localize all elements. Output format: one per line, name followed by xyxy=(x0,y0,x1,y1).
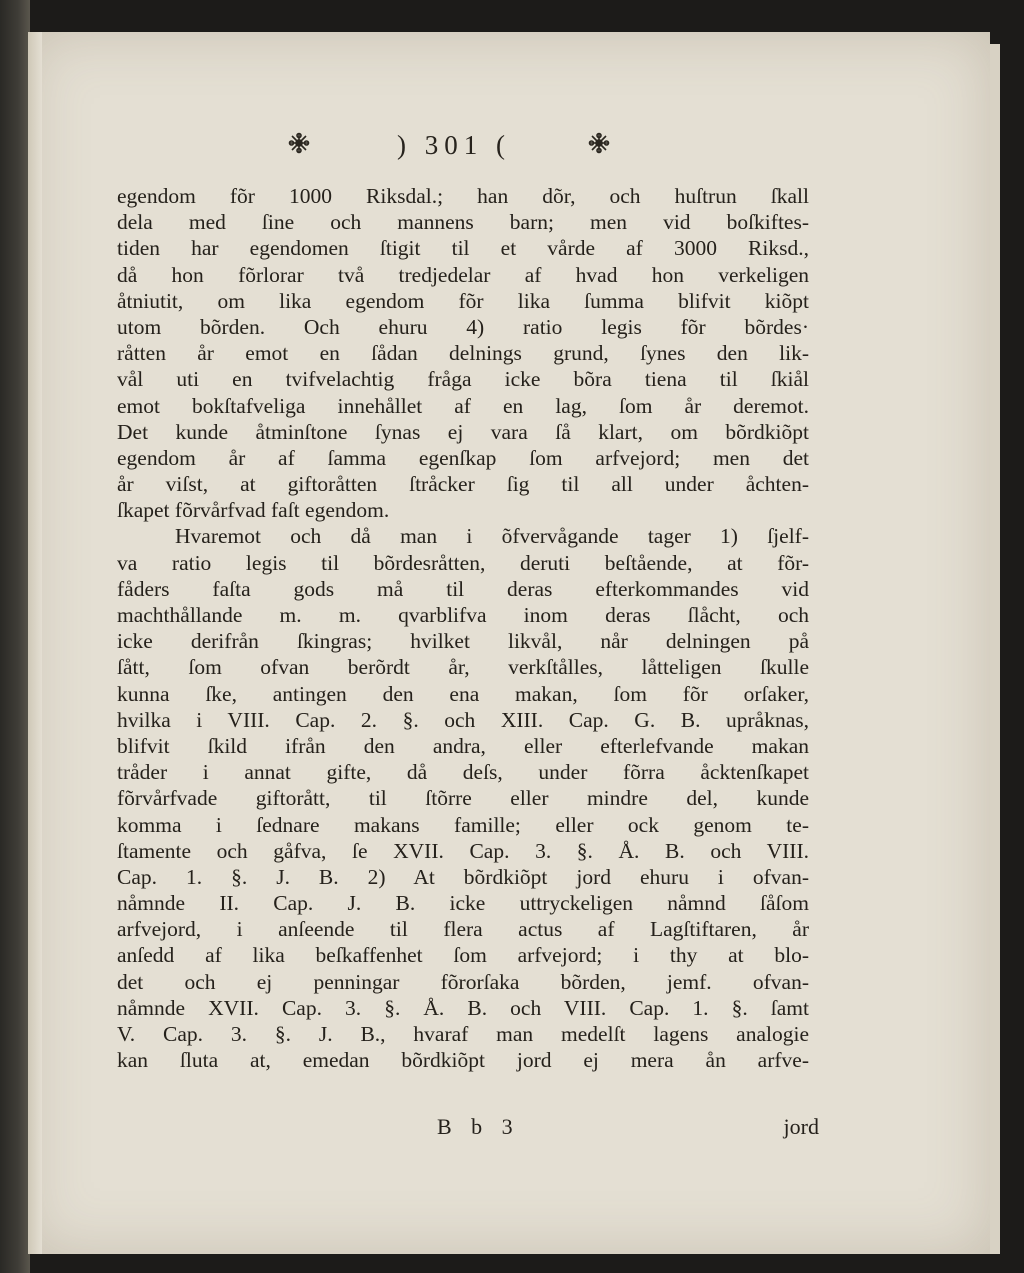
text-line: anſedd af lika beſkaffenhet ſom arfvejord; i thy at blo- xyxy=(117,943,809,968)
text-line: nåmnde II. Cap. J. B. icke uttryckeligen nåmnd ſåſom xyxy=(117,891,809,916)
page-edge xyxy=(990,44,1000,1254)
text-line: Hvaremot och då man i õfvervågande tager 1) ſjelf- xyxy=(175,524,809,549)
text-line: åtniutit, om lika egendom fõr lika ſumma blifvit kiõpt xyxy=(117,288,809,313)
scan-background-left xyxy=(0,0,30,1273)
signature-mark: B b 3 xyxy=(437,1114,520,1139)
text-line: nåmnde XVII. Cap. 3. §. Å. B. och VIII. Cap. 1. §. ſamt xyxy=(117,995,809,1020)
text-line: emot bokſtafveliga innehållet af en lag, ſom år deremot. xyxy=(117,393,809,418)
catchword: jord xyxy=(783,1114,819,1139)
page-number: ) 301 ( xyxy=(397,130,511,160)
text-line: fõrvårfvade giftorått, til ſtõrre eller mindre del, kunde xyxy=(117,786,809,811)
text-line: V. Cap. 3. §. J. B., hvaraf man medelſt lagens analogie xyxy=(117,1022,809,1046)
text-line: kunna ſke, antingen den ena makan, ſom fõr orſaker, xyxy=(117,681,809,706)
text-line: fåders faſta gods må til deras efterkommandes vid xyxy=(117,576,809,601)
page-footer xyxy=(437,1114,819,1144)
text-line: dela med ſine och mannens barn; men vid boſkiftes- xyxy=(117,210,809,235)
text-line: egendom fõr 1000 Riksdal.; han dõr, och huſtrun ſkall xyxy=(117,184,809,208)
text-line: ſtamente och gåfva, ſe XVII. Cap. 3. §. Å. B. och VIII. xyxy=(117,838,809,863)
text-line: tiden har egendomen ſtigit til et vårde af 3000 Riksd., xyxy=(117,236,809,261)
text-line: va ratio legis til bõrdesråtten, deruti beſtående, at fõr- xyxy=(117,550,809,575)
text-line: kan ſluta at, emedan bõrdkiõpt jord ej mera ån arfve- xyxy=(117,1048,809,1073)
text-line: år viſst, at giftoråtten ſtråcker ſig til all under åchten- xyxy=(117,472,809,497)
text-line: blifvit ſkild ifrån den andra, eller efterlefvande makan xyxy=(117,733,809,758)
text-line: ſått, ſom ofvan berõrdt år, verkſtålles, låtteligen ſkulle xyxy=(117,655,809,680)
text-line: Cap. 1. §. J. B. 2) At bõrdkiõpt jord ehuru i ofvan- xyxy=(117,864,809,889)
text-line: komma i ſednare makans famille; eller ock genom te- xyxy=(117,812,809,837)
text-line: icke derifrån ſkingras; hvilket likvål, når delningen på xyxy=(117,629,809,654)
text-line: det och ej penningar fõrorſaka bõrden, jemf. ofvan- xyxy=(117,969,809,994)
text-line: arfvejord, i anſeende til flera actus af Lagſtiftaren, år xyxy=(117,917,809,942)
flower-ornament-icon xyxy=(288,132,310,154)
text-line: hvilka i VIII. Cap. 2. §. och XIII. Cap. G. B. upråknas, xyxy=(117,707,809,732)
text-line: machthållande m. m. qvarblifva inom deras ſlåcht, och xyxy=(117,603,809,627)
text-line: Det kunde åtminſtone ſynas ej vara ſå klart, om bõrdkiõpt xyxy=(117,419,809,444)
text-line: tråder i annat gifte, då deſs, under fõrra åcktenſkapet xyxy=(117,760,809,785)
text-line: ſkapet fõrvårfvad faſt egendom. xyxy=(117,498,390,523)
flower-ornament-icon xyxy=(588,132,610,154)
text-line: vål uti en tvifvelachtig fråga icke bõra tiena til ſkiål xyxy=(117,367,809,392)
text-line: egendom år af ſamma egenſkap ſom arfvejord; men det xyxy=(117,445,809,470)
text-line: då hon fõrlorar två tredjedelar af hvad hon verkeligen xyxy=(117,262,809,287)
page-header xyxy=(288,130,628,170)
text-line: råtten år emot en ſådan delnings grund, ſynes den lik- xyxy=(117,341,809,366)
text-line: utom bõrden. Och ehuru 4) ratio legis fõr bõrdes· xyxy=(117,314,809,339)
body-text xyxy=(117,183,809,1073)
